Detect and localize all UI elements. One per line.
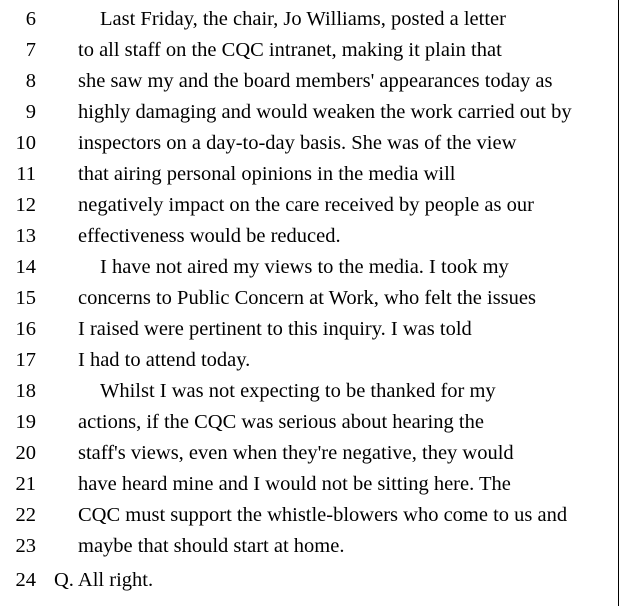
transcript-line <box>0 97 624 128</box>
line-text: concerns to Public Concern at Work, who felt the issues <box>78 287 536 309</box>
line-number: 17 <box>15 349 36 371</box>
line-number: 21 <box>15 473 36 495</box>
line-text: Q. All right. <box>54 569 154 591</box>
line-text: maybe that should start at home. <box>78 535 345 557</box>
line-number: 19 <box>15 411 36 433</box>
line-number: 13 <box>15 225 36 247</box>
line-text: she saw my and the board members' appearances today as <box>78 70 553 92</box>
line-number: 9 <box>25 101 36 123</box>
line-text: negatively impact on the care received by people as our <box>78 194 534 216</box>
line-text: effectiveness would be reduced. <box>78 225 341 247</box>
line-number: 14 <box>15 256 36 278</box>
transcript-line <box>0 500 624 531</box>
transcript-line <box>0 314 624 345</box>
line-number: 12 <box>15 194 36 216</box>
line-number: 6 <box>25 8 36 30</box>
transcript-line <box>0 252 624 283</box>
transcript-line <box>0 4 624 35</box>
transcript-line <box>0 376 624 407</box>
line-number: 20 <box>15 442 36 464</box>
line-number: 22 <box>15 504 36 526</box>
transcript-line <box>0 565 624 596</box>
line-number: 23 <box>15 535 36 557</box>
line-number: 15 <box>15 287 36 309</box>
line-text: have heard mine and I would not be sitting here. The <box>78 473 511 495</box>
transcript-line <box>0 531 624 562</box>
line-text: Last Friday, the chair, Jo Williams, posted a letter <box>100 8 506 30</box>
line-text: CQC must support the whistle-blowers who come to us and <box>78 504 568 526</box>
transcript-line <box>0 283 624 314</box>
transcript-line <box>0 407 624 438</box>
line-text: I had to attend today. <box>78 349 251 371</box>
transcript-line <box>0 66 624 97</box>
line-number: 18 <box>15 380 36 402</box>
transcript-line <box>0 128 624 159</box>
transcript-line <box>0 469 624 500</box>
transcript-line <box>0 190 624 221</box>
line-number: 16 <box>15 318 36 340</box>
page-border-right <box>618 0 619 606</box>
transcript-line <box>0 159 624 190</box>
transcript-line <box>0 35 624 66</box>
line-text: inspectors on a day-to-day basis. She was of the view <box>78 132 517 154</box>
line-text: I raised were pertinent to this inquiry. I was told <box>78 318 472 340</box>
line-number: 7 <box>25 39 36 61</box>
transcript-line <box>0 345 624 376</box>
line-text: that airing personal opinions in the media will <box>78 163 456 185</box>
transcript-line <box>0 438 624 469</box>
line-number: 8 <box>25 70 36 92</box>
line-text: Whilst I was not expecting to be thanked for my <box>100 380 496 402</box>
line-text: I have not aired my views to the media. I took my <box>100 256 509 278</box>
line-text: staff's views, even when they're negative, they would <box>78 442 514 464</box>
line-number: 10 <box>15 132 36 154</box>
line-text: to all staff on the CQC intranet, making it plain that <box>78 39 502 61</box>
line-text: actions, if the CQC was serious about hearing the <box>78 411 484 433</box>
line-number: 11 <box>16 163 36 185</box>
line-number: 24 <box>15 569 36 591</box>
transcript-line <box>0 221 624 252</box>
line-text: highly damaging and would weaken the work carried out by <box>78 101 572 123</box>
